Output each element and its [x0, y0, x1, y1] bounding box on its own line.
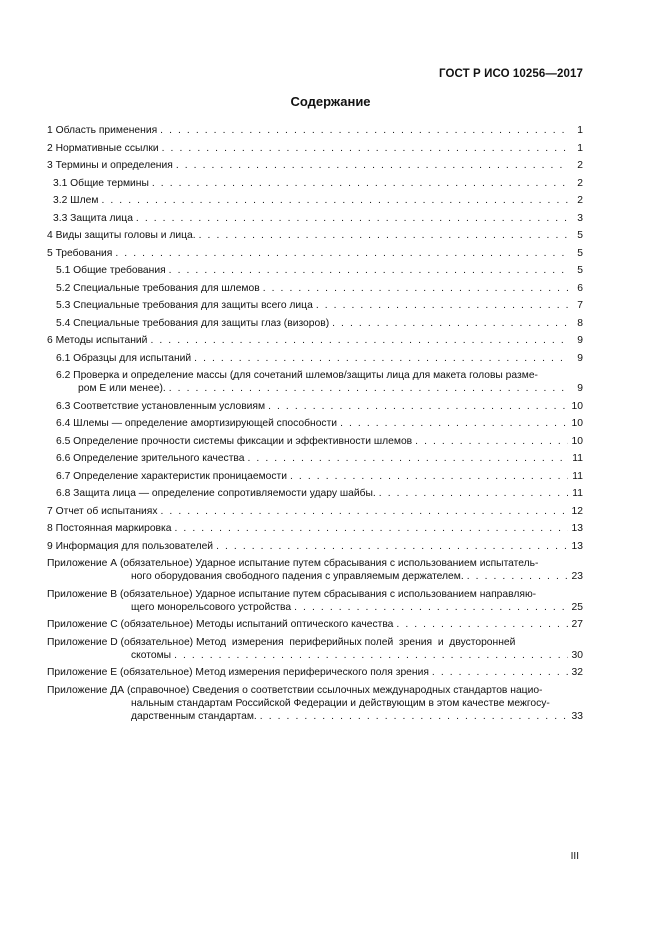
- toc-entry-title-continued: щего монорельсового устройства: [131, 601, 292, 613]
- toc-entry-page: 10: [571, 435, 583, 447]
- toc-subentry[interactable]: [47, 264, 583, 277]
- toc-entry-title: 5.1 Общие требования: [56, 265, 166, 276]
- toc-subentry[interactable]: [47, 352, 583, 365]
- toc-entry-page: 3: [577, 212, 583, 224]
- toc-entry-page: 12: [571, 505, 583, 517]
- toc-entry-page: 11: [572, 488, 583, 499]
- toc-appendix-entry[interactable]: [47, 636, 583, 662]
- toc-entry[interactable]: [47, 247, 583, 260]
- toc-subentry[interactable]: [47, 435, 583, 448]
- toc-entry-page: 9: [577, 335, 583, 346]
- toc-subentry[interactable]: [47, 212, 583, 225]
- toc-entry-title: Приложение D (обязательное) Метод измерения периферийных полей зрения и двусторонней: [47, 636, 516, 648]
- toc-entry-page: 1: [577, 142, 583, 154]
- toc-entry-title: 6.8 Защита лица — определение сопротивляемости удару шайбы.: [56, 488, 376, 499]
- toc-subentry[interactable]: [47, 417, 583, 430]
- toc-entry-page: 27: [571, 619, 583, 630]
- document-header-standard: ГОСТ Р ИСО 10256—2017: [438, 68, 583, 80]
- toc-entry-page: 1: [577, 125, 583, 136]
- toc-appendix-entry[interactable]: [47, 588, 583, 614]
- toc-entry-title: Приложение В (обязательное) Ударное испытание путем сбрасывания с использованием направляю-: [47, 588, 537, 600]
- toc-entry-title: 1 Область применения: [47, 125, 158, 136]
- toc-entry[interactable]: [47, 540, 583, 553]
- toc-entry-page: 9: [577, 383, 583, 394]
- toc-entry-page: 5: [577, 247, 583, 259]
- toc-entry-page: 33: [571, 710, 583, 722]
- toc-entry-title: 5.2 Специальные требования для шлемов: [56, 282, 260, 294]
- toc-entry-page: 30: [571, 649, 583, 661]
- toc-entry-title: 4 Виды защиты головы и лица.: [47, 230, 196, 241]
- toc-appendix-entry[interactable]: [47, 557, 583, 583]
- toc-entry-page: 2: [577, 177, 583, 189]
- toc-entry-title: 3.3 Защита лица: [53, 212, 133, 224]
- toc-entry-title-continued: ром E или менее).: [78, 383, 166, 394]
- toc-entry-page: 2: [577, 195, 583, 206]
- toc-entry-page: 11: [572, 453, 583, 464]
- toc-entry-title: Приложение ДА (справочное) Сведения о соответствии ссылочных международных стандартов нацио-: [47, 684, 543, 696]
- toc-entry-title: 6.2 Проверка и определение массы (для сочетаний шлемов/защиты лица для макета головы разме-: [56, 370, 538, 381]
- toc-subentry[interactable]: [47, 452, 583, 465]
- toc-entry-title: 6 Методы испытаний: [47, 335, 148, 346]
- toc-entry-title: 5.4 Специальные требования для защиты глаз (визоров): [56, 317, 330, 329]
- toc-entry-title-continued: скотомы: [131, 649, 172, 661]
- toc-entry-page: 8: [577, 317, 583, 329]
- toc-subentry[interactable]: [47, 369, 583, 395]
- toc-entry-title: 6.3 Соответствие установленным условиям: [56, 400, 266, 412]
- toc-entry-page: 32: [571, 667, 583, 678]
- table-of-contents: [47, 124, 583, 727]
- toc-subentry[interactable]: [47, 400, 583, 413]
- toc-entry-page: 23: [571, 571, 583, 582]
- toc-subentry[interactable]: [47, 194, 583, 207]
- toc-entry-title: Приложение С (обязательное) Методы испытаний оптического качества: [47, 619, 394, 630]
- toc-entry-title: 5.3 Специальные требования для защиты всего лица: [56, 300, 313, 311]
- toc-entry-title: 2 Нормативные ссылки: [47, 142, 159, 154]
- toc-entry-page: 5: [577, 230, 583, 241]
- toc-entry-page: 2: [577, 160, 583, 171]
- toc-entry[interactable]: [47, 124, 583, 137]
- toc-subentry[interactable]: [47, 299, 583, 312]
- toc-entry-title: 3.1 Общие термины: [53, 177, 149, 189]
- toc-entry-title: 6.4 Шлемы — определение амортизирующей способности: [56, 418, 338, 429]
- toc-title: Содержание: [290, 94, 371, 109]
- page-number: III: [570, 851, 579, 862]
- toc-entry-page: 13: [571, 523, 583, 534]
- toc-subentry[interactable]: [47, 487, 583, 500]
- toc-entry-title: Приложение А (обязательное) Ударное испытание путем сбрасывания с использованием испытатель-: [47, 558, 539, 569]
- toc-entry-page: 10: [571, 418, 583, 429]
- toc-entry[interactable]: [47, 229, 583, 242]
- toc-entry-title: 8 Постоянная маркировка: [47, 523, 172, 534]
- toc-entry-title: 6.1 Образцы для испытаний: [56, 352, 192, 364]
- toc-entry-title-continued: дарственным стандартам.: [131, 710, 257, 722]
- toc-entry-page: 5: [577, 265, 583, 276]
- toc-entry-title: 7 Отчет об испытаниях: [47, 505, 158, 517]
- toc-entry-title: 6.6 Определение зрительного качества: [56, 453, 245, 464]
- toc-subentry[interactable]: [47, 177, 583, 190]
- toc-entry-title: 3 Термины и определения: [47, 160, 173, 171]
- toc-entry-title-continued: ного оборудования свободного падения с управляемым держателем.: [131, 571, 464, 582]
- toc-entry-title: 5 Требования: [47, 247, 113, 259]
- toc-entry-title: 6.7 Определение характеристик проницаемости: [56, 470, 288, 482]
- toc-subentry[interactable]: [47, 470, 583, 483]
- toc-entry-page: 7: [577, 300, 583, 311]
- toc-entry-page: 13: [571, 540, 583, 552]
- toc-entry-title: Приложение Е (обязательное) Метод измерения периферического поля зрения: [47, 667, 429, 678]
- toc-entry-page: 11: [572, 470, 583, 482]
- toc-subentry[interactable]: [47, 317, 583, 330]
- toc-entry[interactable]: [47, 159, 583, 172]
- toc-entry-page: 6: [577, 282, 583, 294]
- toc-entry-title: 3.2 Шлем: [53, 195, 99, 206]
- toc-entry[interactable]: [47, 522, 583, 535]
- toc-entry[interactable]: [47, 505, 583, 518]
- toc-entry[interactable]: [47, 142, 583, 155]
- toc-appendix-entry[interactable]: [47, 618, 583, 631]
- toc-entry-page: 9: [577, 352, 583, 364]
- toc-appendix-entry[interactable]: [47, 666, 583, 679]
- toc-appendix-entry[interactable]: [47, 684, 583, 723]
- toc-entry-title: 9 Информация для пользователей: [47, 540, 214, 552]
- toc-entry-title: 6.5 Определение прочности системы фиксации и эффективности шлемов: [56, 435, 413, 447]
- toc-entry-page: 25: [571, 601, 583, 613]
- toc-entry-page: 10: [571, 400, 583, 412]
- toc-subentry[interactable]: [47, 282, 583, 295]
- toc-entry-title-continued: нальным стандартам Российской Федерации и действующим в этом качестве межгосу-: [131, 697, 550, 709]
- toc-entry[interactable]: [47, 334, 583, 347]
